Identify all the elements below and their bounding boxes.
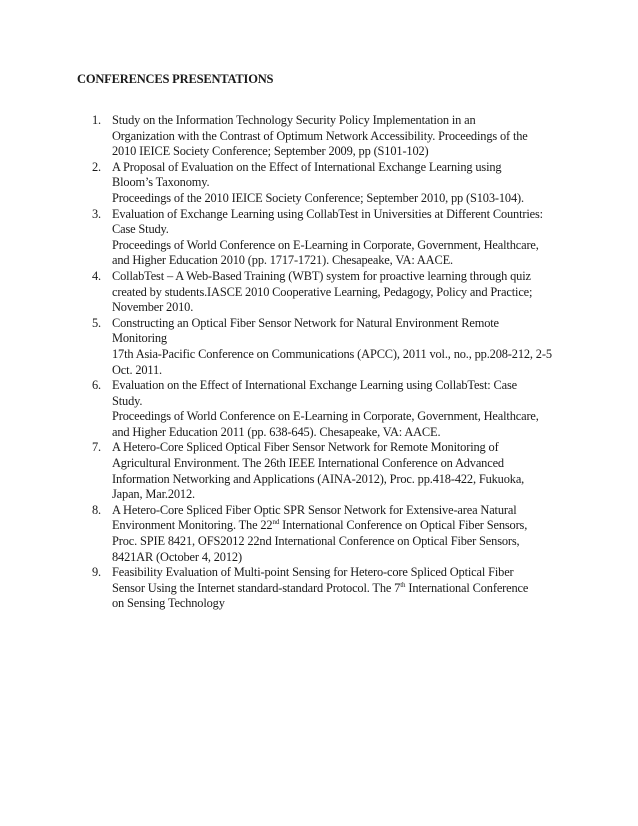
section-heading: CONFERENCES PRESENTATIONS	[77, 72, 274, 86]
item-text-line: Oct. 2011.	[112, 362, 163, 377]
item-text-line: Information Networking and Applications (AINA-2012), Proc. pp.418-422, Fukuoka,	[112, 471, 525, 486]
item-text-line: Constructing an Optical Fiber Sensor Network for Natural Environment Remote	[112, 315, 499, 330]
item-text-line: Proceedings of World Conference on E-Learning in Corporate, Government, Healthcare,	[112, 237, 539, 252]
item-text-line	[112, 518, 568, 534]
item-text-line: Feasibility Evaluation of Multi-point Sensing for Hetero-core Spliced Optical Fiber	[112, 565, 514, 580]
conference-list	[0, 113, 638, 612]
item-number: 9.	[92, 565, 101, 580]
item-number: 6.	[92, 378, 101, 393]
item-text-line: created by students.IASCE 2010 Cooperative Learning, Pedagogy, Policy and Practice;	[112, 284, 533, 299]
list-item	[0, 316, 638, 378]
item-text-line: and Higher Education 2011 (pp. 638-645). Chesapeake, VA: AACE.	[112, 424, 441, 439]
list-item	[0, 207, 638, 269]
text-run: International Conference	[405, 580, 529, 595]
item-number: 1.	[92, 113, 101, 127]
list-item	[0, 113, 638, 160]
item-text-line: CollabTest – A Web-Based Training (WBT) system for proactive learning through quiz	[112, 268, 531, 283]
list-item	[0, 160, 638, 207]
list-item	[0, 503, 638, 565]
item-text-line: Organization with the Contrast of Optimum Network Accessibility. Proceedings of the	[112, 128, 528, 143]
item-text-line: A Hetero-Core Spliced Fiber Optic SPR Sensor Network for Extensive-area Natural	[112, 502, 517, 517]
text-run: International Conference on Optical Fiber Sensors,	[279, 518, 528, 533]
item-text-line: Japan, Mar.2012.	[112, 487, 195, 502]
list-item	[0, 269, 638, 316]
item-text-line: 2010 IEICE Society Conference; September 2009, pp (S101-102)	[112, 144, 429, 159]
item-text-line: Evaluation on the Effect of International Exchange Learning using CollabTest: Case	[112, 378, 518, 393]
item-text-line: Case Study.	[112, 222, 169, 237]
item-text-line: Bloom’s Taxonomy.	[112, 175, 210, 190]
text-run: Environment Monitoring. The 22	[112, 518, 273, 533]
item-text-line: A Proposal of Evaluation on the Effect of International Exchange Learning using	[112, 159, 502, 174]
superscript: th	[400, 580, 406, 589]
item-text-line: November 2010.	[112, 300, 194, 315]
item-number: 7.	[92, 440, 101, 455]
item-text-line: on Sensing Technology	[112, 596, 225, 611]
item-text-line: Monitoring	[112, 331, 167, 346]
item-text-line: 8421AR (October 4, 2012)	[112, 549, 242, 564]
item-number: 5.	[92, 315, 101, 330]
item-text-line: A Hetero-Core Spliced Optical Fiber Sensor Network for Remote Monitoring of	[112, 440, 499, 455]
list-item	[0, 378, 638, 440]
item-number: 2.	[92, 159, 101, 174]
superscript: nd	[272, 518, 280, 527]
text-run: Sensor Using the Internet standard-standard Protocol. The 7	[112, 580, 401, 595]
item-number: 8.	[92, 502, 101, 517]
item-text-line: 17th Asia-Pacific Conference on Communications (APCC), 2011 vol., no., pp.208-212, 2-5	[112, 346, 552, 361]
list-item	[0, 440, 638, 502]
item-number: 4.	[92, 268, 101, 283]
item-number: 3.	[92, 206, 101, 221]
item-text-line: Evaluation of Exchange Learning using CollabTest in Universities at Different Countries:	[112, 206, 543, 221]
item-text-line	[112, 581, 568, 597]
item-text-line: Proceedings of World Conference on E-Learning in Corporate, Government, Healthcare,	[112, 409, 539, 424]
item-text-line: Study.	[112, 393, 143, 408]
item-text-line: Proc. SPIE 8421, OFS2012 22nd International Conference on Optical Fiber Sensors,	[112, 534, 520, 549]
list-item	[0, 565, 638, 612]
item-text-line: Study on the Information Technology Security Policy Implementation in an	[112, 113, 476, 127]
item-text-line: Proceedings of the 2010 IEICE Society Conference; September 2010, pp (S103-104).	[112, 190, 524, 205]
item-text-line: Agricultural Environment. The 26th IEEE International Conference on Advanced	[112, 456, 504, 471]
item-text-line: and Higher Education 2010 (pp. 1717-1721). Chesapeake, VA: AACE.	[112, 253, 453, 268]
